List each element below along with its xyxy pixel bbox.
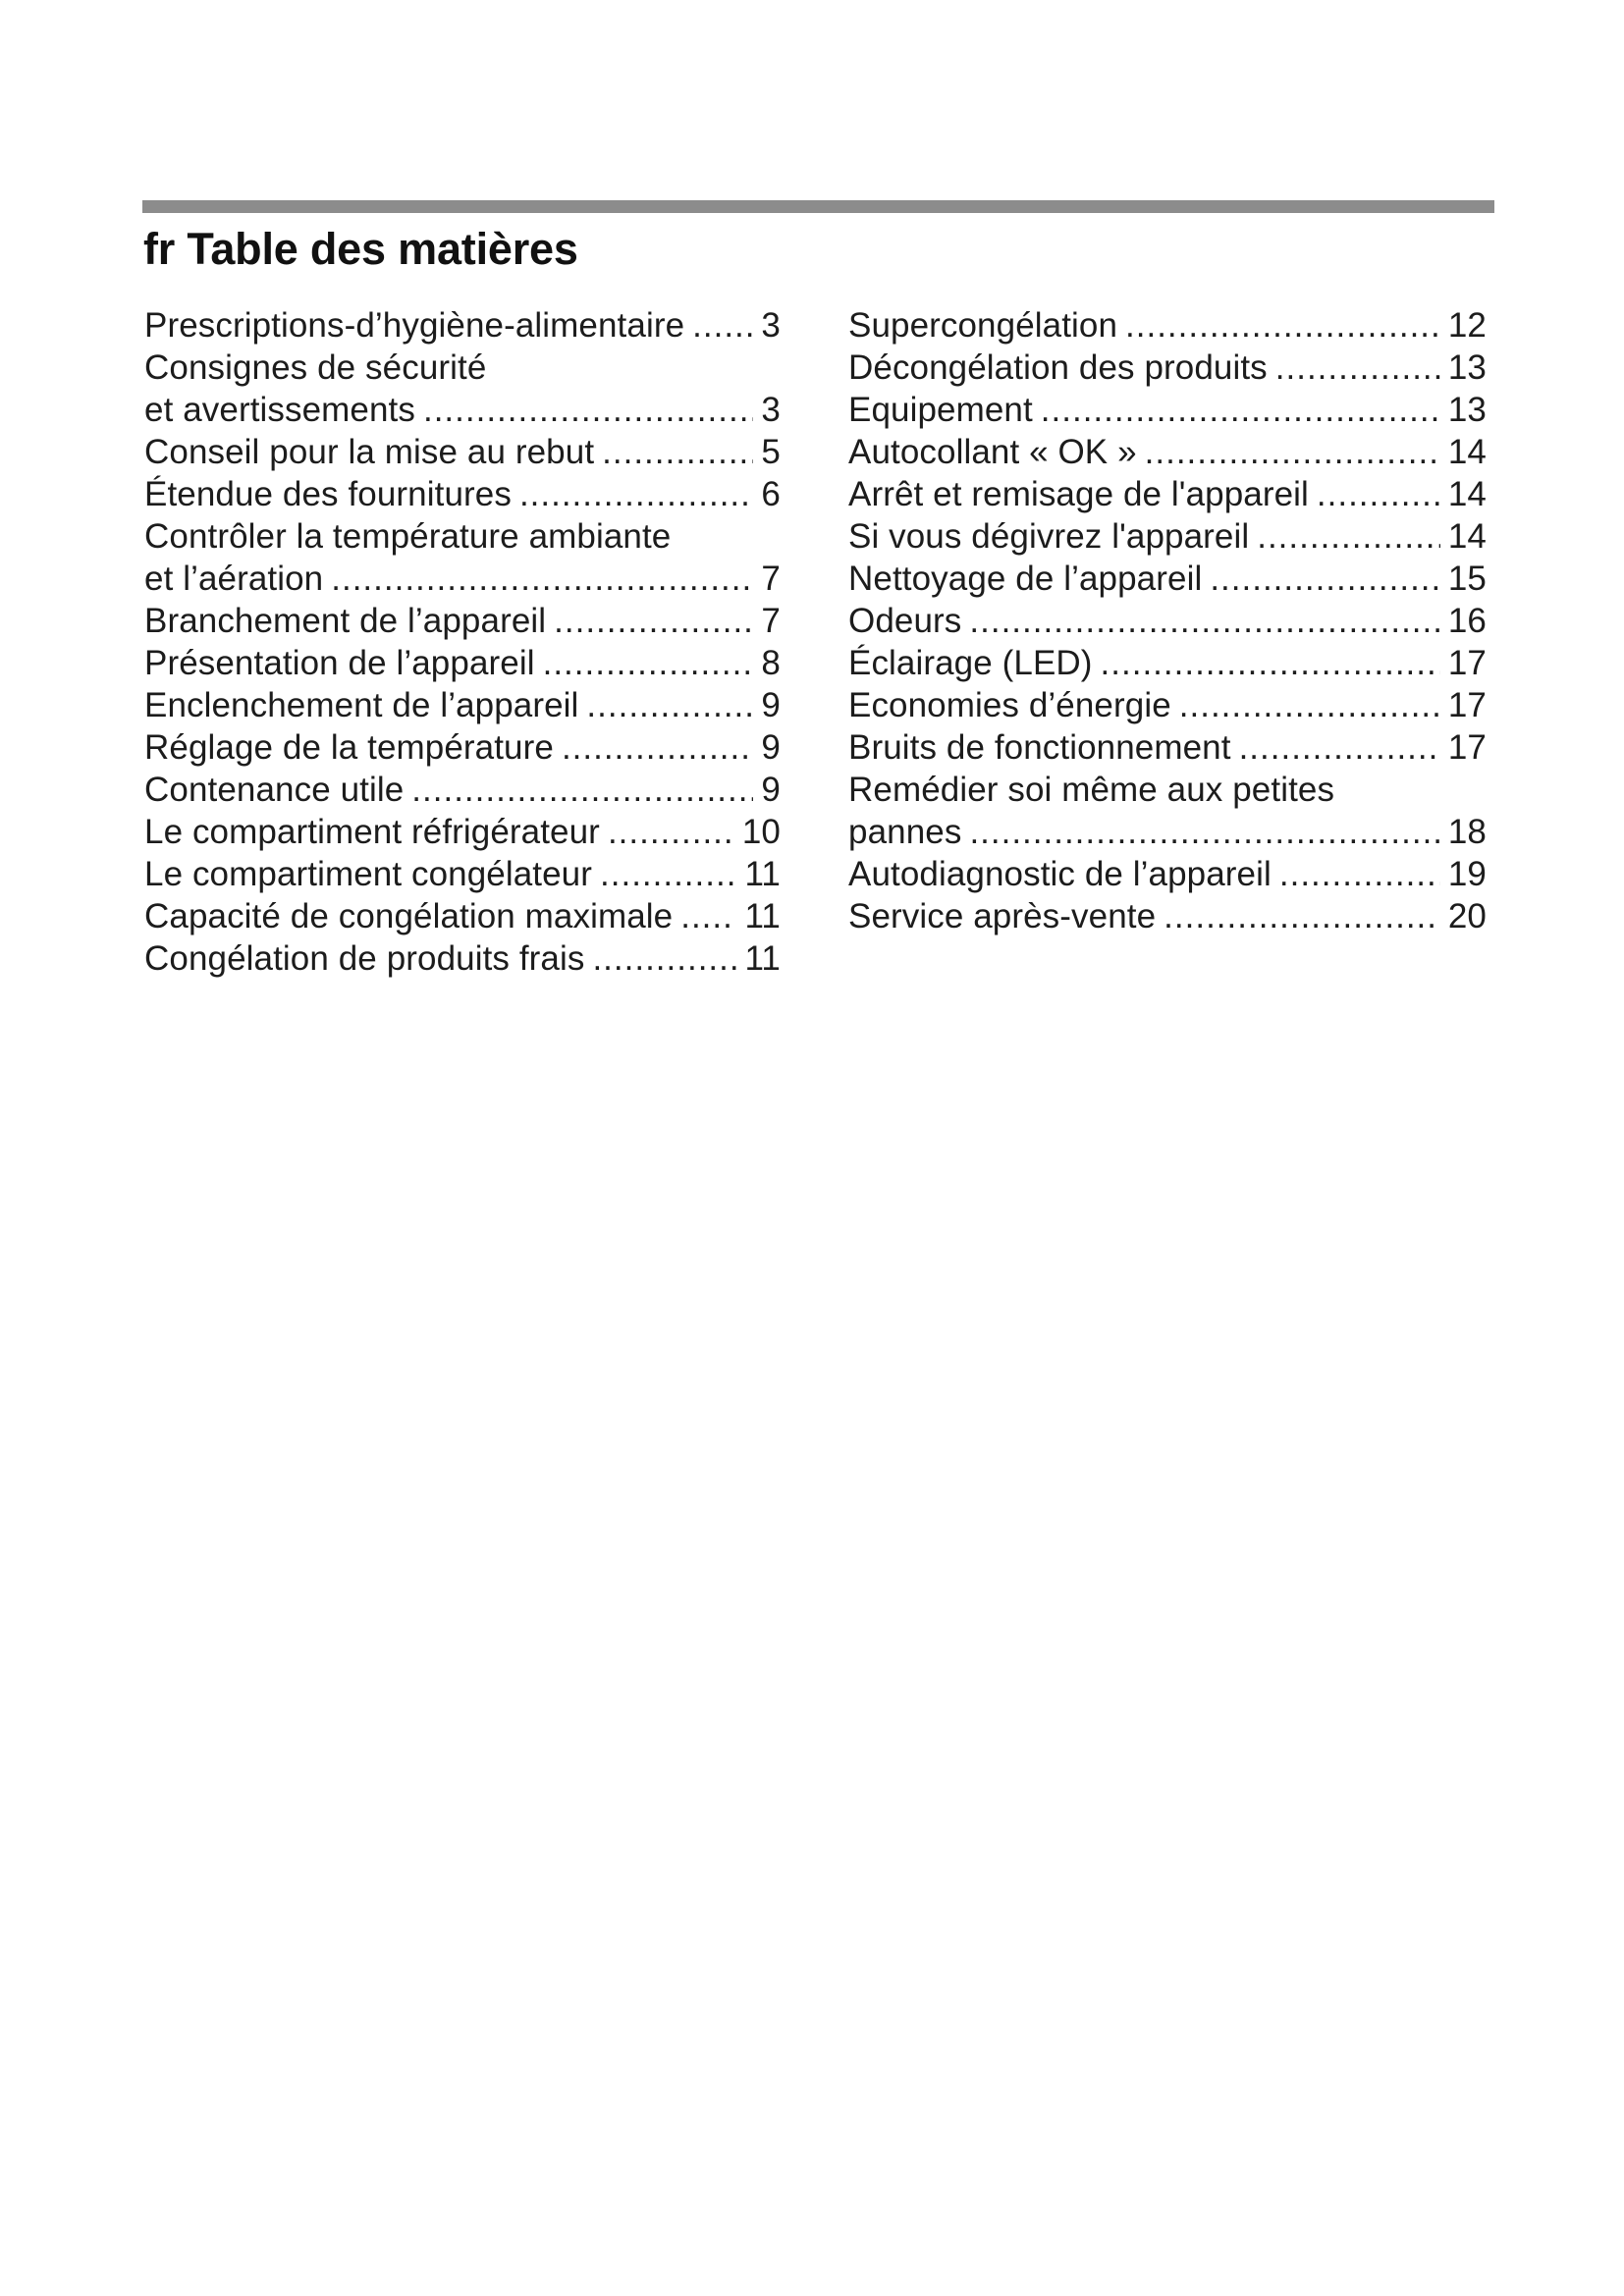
- toc-entry-line: [848, 515, 1487, 558]
- dot-leader: [423, 389, 753, 431]
- toc-entry-title: pannes: [848, 813, 962, 851]
- toc-entry[interactable]: [144, 769, 781, 811]
- toc-entry[interactable]: [848, 515, 1487, 558]
- toc-entry-page: 9: [761, 686, 781, 724]
- toc-entry-page: 6: [761, 475, 781, 513]
- toc-entry-line: [144, 684, 781, 726]
- toc-entry[interactable]: [848, 431, 1487, 473]
- toc-entry-title: Prescriptions-d’hygiène-alimentaire: [144, 306, 685, 345]
- toc-entry-title: et avertissements: [144, 391, 415, 429]
- toc-entry-page: 11: [744, 897, 781, 935]
- toc-entry[interactable]: [848, 726, 1487, 769]
- dot-leader: [692, 304, 753, 347]
- toc-entry-page: 3: [761, 306, 781, 345]
- toc-entry-line: [144, 853, 781, 895]
- toc-entry[interactable]: [848, 304, 1487, 347]
- toc-entry-line: [848, 558, 1487, 600]
- toc-entry-title: Le compartiment réfrigérateur: [144, 813, 600, 851]
- toc-entry-page: 17: [1447, 728, 1487, 767]
- toc-entry-page: 16: [1447, 602, 1487, 640]
- toc-entry[interactable]: [144, 431, 781, 473]
- toc-entry-page: 7: [761, 602, 781, 640]
- toc-entry-title: Congélation de produits frais: [144, 939, 585, 978]
- dot-leader: [1257, 515, 1440, 558]
- toc-entry-page: 17: [1447, 686, 1487, 724]
- toc-entry-title: Equipement: [848, 391, 1033, 429]
- toc-entry-line: [848, 642, 1487, 684]
- toc-entry[interactable]: [144, 811, 781, 853]
- toc-entry-line: [848, 811, 1487, 853]
- toc-entry-line: [144, 769, 781, 811]
- toc-entry-line: [144, 558, 781, 600]
- toc-entry-title: Conseil pour la mise au rebut: [144, 433, 595, 471]
- dot-leader: [969, 811, 1439, 853]
- toc-entry-page: 12: [1447, 306, 1487, 345]
- toc-entry-title: Autodiagnostic de l’appareil: [848, 855, 1272, 893]
- toc-entry-page: 20: [1447, 897, 1487, 935]
- toc-entry-page: 14: [1447, 475, 1487, 513]
- toc-entry[interactable]: [848, 642, 1487, 684]
- toc-entry-title: Economies d’énergie: [848, 686, 1171, 724]
- toc-entry-line: [144, 811, 781, 853]
- toc-entry-line: [848, 684, 1487, 726]
- toc-entry-line: [848, 895, 1487, 937]
- toc-entry[interactable]: [848, 473, 1487, 515]
- dot-leader: [1317, 473, 1440, 515]
- dot-leader: [1275, 347, 1440, 389]
- toc-entry-line: [848, 304, 1487, 347]
- dot-leader: [1145, 431, 1440, 473]
- toc-column-left: [144, 304, 781, 980]
- toc-entry[interactable]: [848, 600, 1487, 642]
- toc-entry[interactable]: [144, 895, 781, 937]
- toc-entry-title: Nettoyage de l’appareil: [848, 560, 1203, 598]
- toc-entry[interactable]: [144, 473, 781, 515]
- toc-entry-title: et l’aération: [144, 560, 324, 598]
- dot-leader: [562, 726, 753, 769]
- toc-entry-title: Bruits de fonctionnement: [848, 728, 1231, 767]
- toc-entry-line: [848, 347, 1487, 389]
- toc-entry-title: Branchement de l’appareil: [144, 602, 547, 640]
- top-rule: [142, 200, 1494, 213]
- toc-entry[interactable]: [144, 515, 781, 600]
- toc-entry-line: [848, 769, 1487, 811]
- toc-entry[interactable]: [144, 684, 781, 726]
- toc-entry[interactable]: [144, 853, 781, 895]
- dot-leader: [602, 431, 753, 473]
- toc-entry-title: Étendue des fournitures: [144, 475, 512, 513]
- dot-leader: [519, 473, 753, 515]
- toc-entry-title: Enclenchement de l’appareil: [144, 686, 579, 724]
- toc-entry-title: Remédier soi même aux petites: [848, 771, 1335, 809]
- toc-entry-page: 5: [761, 433, 781, 471]
- toc-entry-title: Éclairage (LED): [848, 644, 1093, 682]
- toc-entry[interactable]: [144, 347, 781, 431]
- toc-column-right: [848, 304, 1487, 937]
- toc-entry[interactable]: [848, 684, 1487, 726]
- toc-entry-page: 7: [761, 560, 781, 598]
- dot-leader: [543, 642, 753, 684]
- toc-entry-line: [144, 600, 781, 642]
- toc-entry-line: [144, 389, 781, 431]
- toc-entry-line: [144, 431, 781, 473]
- dot-leader: [969, 600, 1439, 642]
- toc-entry-line: [144, 515, 781, 558]
- toc-entry-page: 19: [1447, 855, 1487, 893]
- dot-leader: [1164, 895, 1440, 937]
- toc-entry-line: [848, 431, 1487, 473]
- toc-entry-line: [144, 473, 781, 515]
- toc-entry-page: 8: [761, 644, 781, 682]
- toc-entry-line: [848, 853, 1487, 895]
- toc-entry-page: 14: [1447, 433, 1487, 471]
- toc-entry-page: 14: [1447, 517, 1487, 556]
- toc-entry-line: [848, 726, 1487, 769]
- toc-entry-title: Présentation de l’appareil: [144, 644, 535, 682]
- dot-leader: [1239, 726, 1440, 769]
- dot-leader: [1125, 304, 1440, 347]
- toc-entry-title: Odeurs: [848, 602, 962, 640]
- toc-entry[interactable]: [848, 558, 1487, 600]
- dot-leader: [1041, 389, 1440, 431]
- toc-entry[interactable]: [848, 769, 1487, 853]
- toc-entry-line: [144, 642, 781, 684]
- toc-entry-page: 15: [1447, 560, 1487, 598]
- toc-entry-title: Consignes de sécurité: [144, 348, 487, 387]
- dot-leader: [1179, 684, 1440, 726]
- toc-entry-line: [144, 937, 781, 980]
- toc-entry[interactable]: [848, 853, 1487, 895]
- toc-entry-title: Capacité de congélation maximale: [144, 897, 674, 935]
- dot-leader: [1210, 558, 1440, 600]
- toc-entry-line: [848, 389, 1487, 431]
- dot-leader: [554, 600, 753, 642]
- page-title: fr Table des matières: [143, 224, 578, 274]
- dot-leader: [680, 895, 736, 937]
- toc-entry-page: 9: [761, 771, 781, 809]
- dot-leader: [586, 684, 753, 726]
- toc-entry-page: 13: [1447, 348, 1487, 387]
- dot-leader: [411, 769, 753, 811]
- toc-entry-title: Contrôler la température ambiante: [144, 517, 672, 556]
- toc-entry-page: 3: [761, 391, 781, 429]
- dot-leader: [608, 811, 734, 853]
- toc-entry[interactable]: [144, 726, 781, 769]
- toc-entry-title: Si vous dégivrez l'appareil: [848, 517, 1250, 556]
- toc-entry-title: Supercongélation: [848, 306, 1118, 345]
- toc-entry-page: 11: [744, 939, 781, 978]
- toc-entry[interactable]: [848, 389, 1487, 431]
- toc-entry-title: Réglage de la température: [144, 728, 554, 767]
- toc-entry-title: Contenance utile: [144, 771, 405, 809]
- toc-entry-line: [144, 304, 781, 347]
- toc-entry-page: 13: [1447, 391, 1487, 429]
- toc-entry-page: 11: [744, 855, 781, 893]
- toc-entry-page: 18: [1447, 813, 1487, 851]
- dot-leader: [600, 853, 736, 895]
- dot-leader: [331, 558, 753, 600]
- toc-entry-title: Décongélation des produits: [848, 348, 1268, 387]
- toc-entry-page: 10: [741, 813, 781, 851]
- dot-leader: [1101, 642, 1440, 684]
- toc-entry-title: Autocollant « OK »: [848, 433, 1137, 471]
- toc-entry[interactable]: [144, 937, 781, 980]
- toc-entry-title: Service après-vente: [848, 897, 1157, 935]
- toc-entry-line: [144, 726, 781, 769]
- toc-entry-title: Arrêt et remisage de l'appareil: [848, 475, 1309, 513]
- toc-entry[interactable]: [144, 600, 781, 642]
- toc-entry[interactable]: [848, 895, 1487, 937]
- toc-entry[interactable]: [144, 642, 781, 684]
- toc-entry-line: [144, 347, 781, 389]
- toc-entry-page: 17: [1447, 644, 1487, 682]
- toc-entry-line: [848, 473, 1487, 515]
- toc-entry-page: 9: [761, 728, 781, 767]
- toc-entry[interactable]: [848, 347, 1487, 389]
- toc-entry-title: Le compartiment congélateur: [144, 855, 593, 893]
- toc-entry-line: [848, 600, 1487, 642]
- dot-leader: [1279, 853, 1440, 895]
- toc-entry[interactable]: [144, 304, 781, 347]
- dot-leader: [592, 937, 736, 980]
- toc-entry-line: [144, 895, 781, 937]
